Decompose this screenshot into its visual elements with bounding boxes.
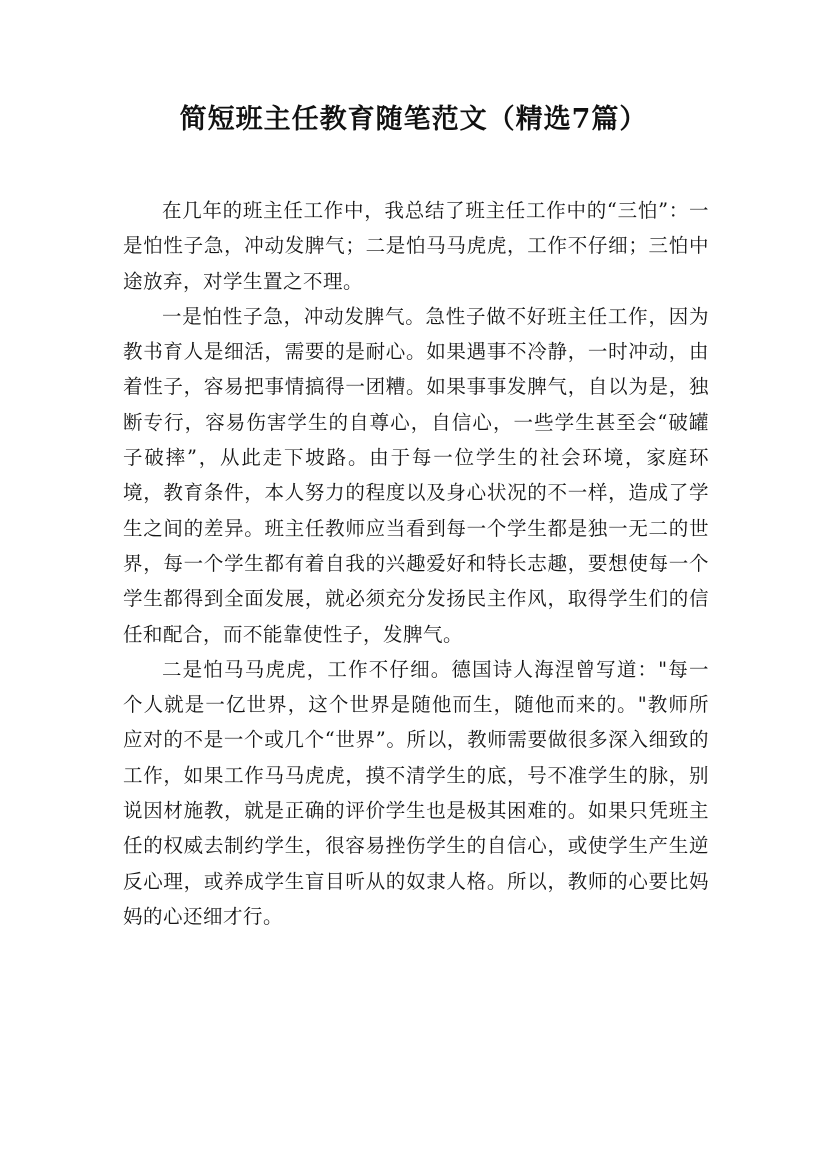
document-body bbox=[123, 193, 709, 934]
document-title: 简短班主任教育随笔范文（精选7篇） bbox=[179, 104, 648, 135]
paragraph-3: 二是怕马马虎虎，工作不仔细。德国诗人海涅曾写道："每一个人就是一亿世界，这个世界是随他而生，随他而来的。"教师所应对的不是一个或几个“世界”。所以，教师需要做很多深入细致的工作，如果工作马马虎虎，摸不清学生的底，号不准学生的脉，别说因材施教，就是正确的评价学生也是极其困难的。如果只凭班主任的权威去制约学生，很容易挫伤学生的自信心，或使学生产生逆反心理，或养成学生盲目听从的奴隶人格。所以，教师的心要比妈妈的心还细才行。 bbox=[123, 657, 709, 928]
paragraph-2: 一是怕性子急，冲动发脾气。急性子做不好班主任工作，因为教书育人是细活，需要的是耐心。如果遇事不冷静，一时冲动，由着性子，容易把事情搞得一团糟。如果事事发脾气，自以为是，独断专行，容易伤害学生的自尊心，自信心，一些学生甚至会“破罐子破摔”，从此走下坡路。由于每一位学生的社会环境，家庭环境，教育条件，本人努力的程度以及身心状况的不一样，造成了学生之间的差异。班主任教师应当看到每一个学生都是独一无二的世界，每一个学生都有着自我的兴趣爱好和特长志趣，要想使每一个学生都得到全面发展，就必须充分发扬民主作风，取得学生们的信任和配合，而不能靠使性子，发脾气。 bbox=[123, 304, 709, 646]
paragraph-1: 在几年的班主任工作中，我总结了班主任工作中的“三怕”：一是怕性子急，冲动发脾气；二是怕马马虎虎，工作不仔细；三怕中途放弃，对学生置之不理。 bbox=[123, 199, 709, 293]
